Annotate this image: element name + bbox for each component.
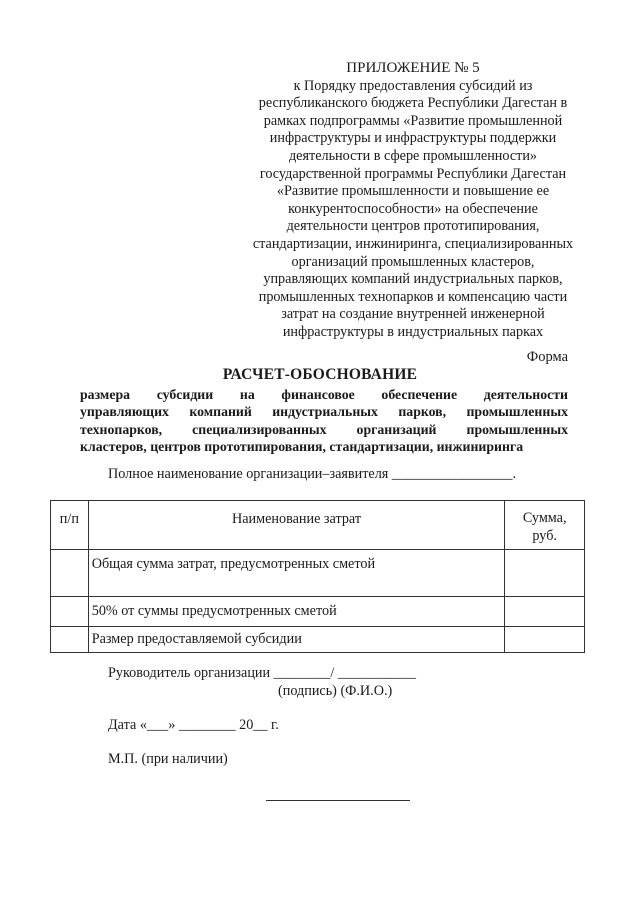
signature-captions: (подпись) (Ф.И.О.) — [278, 683, 393, 699]
row-sum — [505, 550, 585, 597]
appendix-line: стандартизации, инжиниринга, специализированных — [252, 235, 574, 252]
appendix-header — [238, 60, 588, 342]
appendix-line: инфраструктуры и инфраструктуры поддержки — [269, 130, 557, 147]
row-cost-name: 50% от суммы предусмотренных сметой — [88, 597, 505, 627]
subtitle-line: размера субсидии на финансовое обеспечение деятельности — [80, 387, 568, 402]
row-cost-name: Размер предоставляемой субсидии — [88, 627, 505, 653]
appendix-line: промышленных технопарков и компенсацию части — [258, 288, 568, 305]
appendix-line: государственной программы Республики Дагестан — [259, 165, 567, 182]
appendix-title: ПРИЛОЖЕНИЕ № 5 — [346, 60, 480, 76]
manager-signature-line: Руководитель организации ________/ ___________ — [108, 665, 416, 681]
header-cost-name: Наименование затрат — [88, 501, 505, 550]
row-sum — [505, 627, 585, 653]
subtitle-line: технопарков, специализированных организаций промышленных — [80, 421, 568, 437]
row-num — [51, 597, 89, 627]
appendix-line: организаций промышленных кластеров, — [291, 253, 535, 270]
row-num — [51, 627, 89, 653]
table-row — [51, 550, 585, 597]
appendix-line: к Порядку предоставления субсидий из — [293, 77, 533, 94]
header-sum-line1: Сумма, — [522, 510, 567, 526]
costs-table — [50, 500, 585, 653]
organization-name-field: Полное наименование организации–заявителя _________________. — [108, 466, 516, 482]
header-sum-line2: руб. — [532, 528, 557, 544]
appendix-line: затрат на создание внутренней инженерной — [281, 306, 545, 323]
date-field: Дата «___» ________ 20__ г. — [108, 717, 279, 733]
stamp-place: М.П. (при наличии) — [108, 751, 228, 767]
document-title: РАСЧЕТ-ОБОСНОВАНИЕ — [222, 366, 418, 383]
appendix-line: деятельности в сфере промышленности» — [288, 147, 538, 164]
subtitle-line: кластеров, центров прототипирования, стандартизации, инжиниринга — [80, 439, 524, 455]
appendix-line: инфраструктуры в индустриальных парках — [282, 323, 544, 340]
table-row — [51, 627, 585, 653]
bottom-divider — [266, 800, 410, 801]
header-num: п/п — [51, 501, 89, 550]
appendix-line: рамках подпрограммы «Развитие промышленной — [263, 112, 563, 129]
row-cost-name: Общая сумма затрат, предусмотренных сметой — [88, 550, 505, 597]
appendix-line: «Развитие промышленности и повышение ее — [276, 183, 550, 200]
appendix-line: управляющих компаний индустриальных парков, — [263, 271, 563, 288]
document-subtitle — [80, 386, 568, 456]
header-sum — [505, 501, 585, 550]
appendix-line: республиканского бюджета Республики Дагестан в — [258, 95, 568, 112]
subtitle-line: управляющих компаний индустриальных парков, промышленных — [80, 404, 568, 420]
row-num — [51, 550, 89, 597]
appendix-line: деятельности центров прототипирования, — [286, 218, 540, 235]
form-label: Форма — [526, 349, 568, 365]
appendix-line: конкурентоспособности» на обеспечение — [288, 200, 538, 217]
row-sum — [505, 597, 585, 627]
table-row — [51, 597, 585, 627]
table-header-row — [51, 501, 585, 550]
